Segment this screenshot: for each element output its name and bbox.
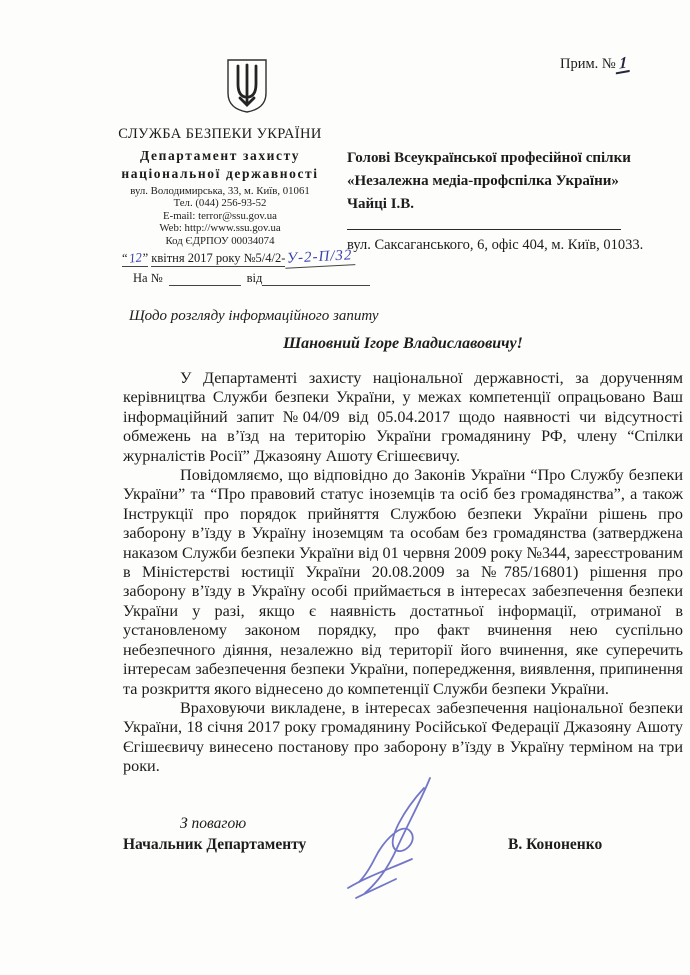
ref-no-label: На № <box>133 271 163 285</box>
signer-position: Начальник Департаменту <box>123 836 307 853</box>
paragraph-2: Повідомляємо, що відповідно до Законів України “Про Службу безпеки України” та “Про правовий статус іноземців та осіб без громадянства”, а також Інструкції про порядок прийняття Службою безпеки України рішень про заборону в’їзду в Україну іноземцям та особам без громадянства (затверджена наказом Служби безпеки України від 01 червня 2009 року №344, зареєстрованим в Міністерстві юстиції України 20.08.2009 за №785/16801) рішення про заборону в’їзду в Україну особі приймається в інтересах забезпечення безпеки України у разі, якщо є наявність достатньої інформації, отриманої в установленому законом порядку, про факт вчинення нею суспільно небезпечного діяння, незалежно від території його вчинення, яке суперечить інтересам забезпечення безпеки України, попередження, виявлення, припинення та розкриття якого віднесено до компетенції Служби безпеки України. <box>123 466 683 698</box>
recipient-divider <box>347 229 621 230</box>
date-number-line <box>122 247 355 268</box>
paragraphs <box>123 369 683 777</box>
quote-close: ” <box>142 251 149 265</box>
subject-line: Щодо розгляду інформаційного запиту <box>129 308 379 324</box>
copy-note <box>560 56 630 73</box>
letter-body <box>123 308 683 777</box>
date-printed: квітня 2017 року № <box>151 251 256 265</box>
ref-vid-label: від <box>246 271 263 285</box>
handwritten-day: 12 <box>127 249 143 266</box>
org-email: E-mail: terror@ssu.gov.ua <box>163 209 277 222</box>
doc-number-printed: 5/4/2- <box>255 251 286 265</box>
department-name <box>95 147 345 182</box>
doc-number-handwritten: У-2-П/32 <box>285 247 355 269</box>
department-line1: Департамент захисту <box>139 148 301 163</box>
contact-block <box>95 185 345 247</box>
org-web: Web: http://www.ssu.gov.ua <box>159 222 281 235</box>
copy-note-label: Прим. № <box>560 56 616 72</box>
handwritten-signature-icon <box>338 772 448 902</box>
quote-open: “ <box>122 251 128 265</box>
recipient-line2: «Незалежна медіа-профспілка України» <box>347 172 619 189</box>
recipient-name: Чайці І.В. <box>347 196 415 212</box>
org-edrpou: Код ЄДРПОУ 00034074 <box>165 234 275 247</box>
closing-phrase: З повагою <box>180 815 247 832</box>
ref-vid-blank <box>262 273 370 286</box>
reference-line <box>133 271 370 286</box>
department-line2: національної державності <box>121 165 319 181</box>
tryzub-shield-emblem-icon <box>225 57 269 115</box>
salutation: Шановний Ігоре Владиславовичу! <box>283 335 523 352</box>
org-phone: Тел. (044) 256-93-52 <box>173 197 267 210</box>
org-name: СЛУЖБА БЕЗПЕКИ УКРАЇНИ <box>118 126 322 142</box>
org-address: вул. Володимирська, 33, м. Київ, 01061 <box>130 185 310 197</box>
date-day-group <box>122 251 148 267</box>
recipient-address: вул. Саксаганського, 6, офіс 404, м. Київ, 01033. <box>347 236 644 253</box>
paragraph-3: Враховуючи викладене, в інтересах забезпечення національної безпеки України, 18 січня 2017 року громадянину Російської Федерації Джазояну Ашоту Єгішеєвичу винесено постанову про заборону в’їзду в Україну терміном на три роки. <box>123 698 683 776</box>
paragraph-1: У Департаменті захисту національної державності, за дорученням керівництва Служби безпеки України, у межах компетенції опрацьовано Ваш інформаційний запит №04/09 від 05.04.2017 щодо наявності чи відсутності обмежень на в’їзд на територію України громадянину РФ, члену “Спілки журналістів Росії” Джазояну Ашоту Єгішеєвичу. <box>123 369 683 465</box>
recipient-line1: Голові Всеукраїнської професійної спілки <box>347 150 631 166</box>
copy-note-handwritten-number: 1 <box>616 56 630 75</box>
ref-no-blank <box>169 273 241 286</box>
recipient-block <box>347 147 659 256</box>
signer-name: В. Кононенко <box>508 836 603 853</box>
